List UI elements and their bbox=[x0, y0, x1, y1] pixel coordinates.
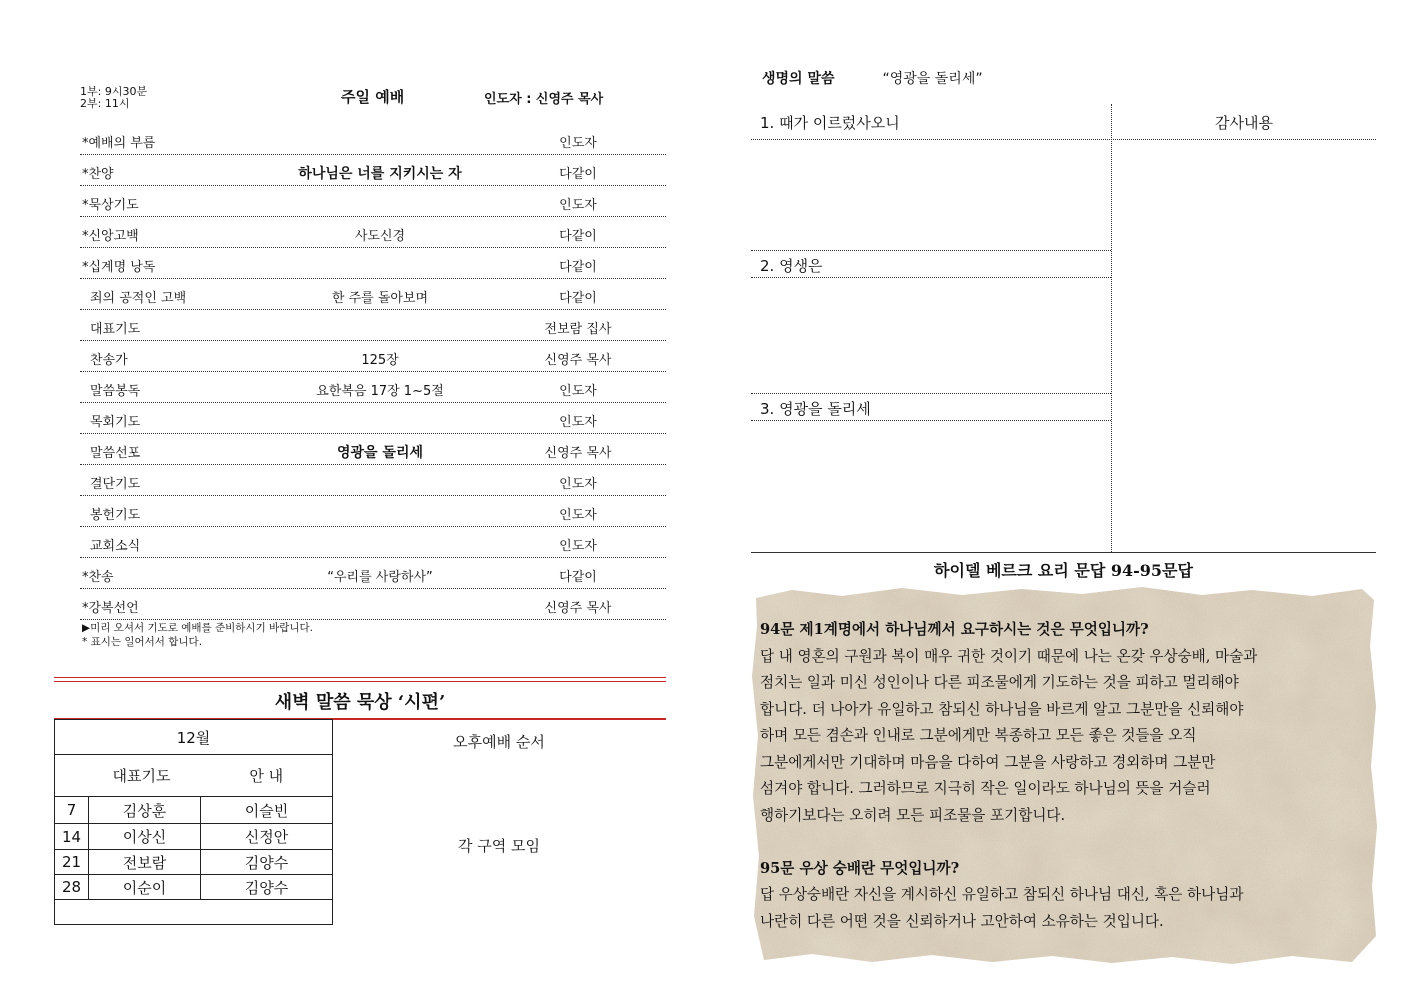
day-cell: 28 bbox=[55, 875, 89, 900]
worship-order-row bbox=[80, 403, 666, 434]
worship-order-row bbox=[80, 186, 666, 217]
order-item-leader: 전보람 집사 bbox=[544, 322, 612, 337]
worship-order-list bbox=[80, 124, 666, 620]
notes-line bbox=[751, 393, 1111, 394]
order-item-leader: 다같이 bbox=[559, 291, 597, 306]
worship-order-row bbox=[80, 527, 666, 558]
notes-line bbox=[751, 277, 1111, 278]
question-95: 95문 우상 숭배란 무엇입니까? bbox=[760, 859, 960, 877]
prayer-cell: 전보람 bbox=[89, 850, 201, 875]
divider-top bbox=[54, 677, 666, 678]
order-item-leader: 다같이 bbox=[559, 570, 597, 585]
sermon-label: 생명의 말씀 bbox=[762, 71, 835, 87]
prayer-cell: 김상훈 bbox=[89, 797, 201, 824]
service-time-second: 2부: 11시 bbox=[80, 97, 130, 110]
table-row bbox=[55, 797, 333, 824]
notes-bottom-line bbox=[751, 552, 1376, 553]
order-item-name: *묵상기도 bbox=[82, 198, 139, 213]
guide-cell: 김양수 bbox=[201, 875, 333, 900]
order-item-name: 죄의 공적인 고백 bbox=[90, 291, 187, 306]
table-row bbox=[55, 875, 333, 900]
notes-line bbox=[751, 139, 1376, 140]
prayer-cell: 이상신 bbox=[89, 824, 201, 850]
heidelberg-title: 하이델 베르크 요리 문답 94-95문답 bbox=[934, 561, 1193, 580]
notes-column-divider bbox=[1111, 104, 1112, 552]
worship-order-row bbox=[80, 496, 666, 527]
empty-cell bbox=[55, 900, 333, 925]
order-item-detail: 한 주를 돌아보며 bbox=[331, 291, 429, 306]
order-item-leader: 인도자 bbox=[559, 539, 597, 554]
order-item-leader: 다같이 bbox=[559, 260, 597, 275]
header-prayer: 대표기도 bbox=[55, 755, 201, 797]
worship-order-row bbox=[80, 434, 666, 465]
worship-order-row bbox=[80, 372, 666, 403]
order-item-name: *강복선언 bbox=[82, 601, 139, 616]
service-times bbox=[80, 86, 147, 110]
worship-order-row bbox=[80, 124, 666, 155]
order-item-leader: 인도자 bbox=[559, 415, 597, 430]
order-item-name: *찬송 bbox=[82, 570, 114, 585]
notes-line bbox=[751, 250, 1111, 251]
worship-order-row bbox=[80, 310, 666, 341]
answer-94-line: 답 내 영혼의 구원과 복이 매우 귀한 것이기 때문에 나는 온갖 우상숭배, 마술과 bbox=[760, 647, 1258, 665]
worship-order-row bbox=[80, 558, 666, 589]
prayer-cell: 이순이 bbox=[89, 875, 201, 900]
divider-top-2 bbox=[54, 681, 666, 682]
order-item-name: 결단기도 bbox=[90, 477, 141, 492]
answer-94-line: 하며 모든 겸손과 인내로 그분에게만 복종하고 모든 좋은 것들을 오직 bbox=[760, 727, 1197, 744]
note-standing: * 표시는 일어서서 합니다. bbox=[82, 636, 203, 648]
table-row-empty bbox=[55, 900, 333, 925]
order-item-leader: 인도자 bbox=[559, 477, 597, 492]
answer-94-line: 행하기보다는 오히려 모든 피조물을 포기합니다. bbox=[760, 806, 1066, 824]
answer-94-line: 점치는 일과 미신 성인이나 다른 피조물에게 기도하는 것을 피하고 멀리해야 bbox=[760, 674, 1239, 691]
order-item-name: *십계명 낭독 bbox=[82, 260, 156, 275]
heidelberg-qa bbox=[760, 617, 1372, 935]
order-item-name: 교회소식 bbox=[90, 539, 141, 554]
table-row bbox=[55, 850, 333, 875]
order-item-name: *찬양 bbox=[82, 167, 114, 182]
afternoon-service-title: 오후예배 순서 bbox=[453, 733, 545, 751]
table-row bbox=[55, 824, 333, 850]
order-item-name: 찬송가 bbox=[90, 353, 128, 368]
header-guide: 안 내 bbox=[201, 755, 333, 797]
order-item-detail: “우리를 사랑하사” bbox=[327, 570, 433, 585]
order-item-leader: 신영주 목사 bbox=[544, 601, 612, 616]
order-item-leader: 인도자 bbox=[559, 198, 597, 213]
order-item-detail: 사도신경 bbox=[354, 229, 406, 244]
worship-order-row bbox=[80, 248, 666, 279]
order-item-detail: 하나님은 너를 지키시는 자 bbox=[298, 166, 462, 182]
worship-order-row bbox=[80, 341, 666, 372]
worship-order-row bbox=[80, 279, 666, 310]
worship-order-row bbox=[80, 155, 666, 186]
worship-order-row bbox=[80, 217, 666, 248]
guide-cell: 신정안 bbox=[201, 824, 333, 850]
answer-94-line: 합니다. 더 나아가 유일하고 참되신 하나님을 바르게 알고 그분만을 신뢰해야 bbox=[760, 700, 1244, 718]
guide-cell: 김양수 bbox=[201, 850, 333, 875]
guide-cell: 이슬빈 bbox=[201, 797, 333, 824]
order-item-name: *신앙고백 bbox=[82, 229, 139, 244]
sermon-point-1: 1. 때가 이르렀사오니 bbox=[760, 114, 900, 132]
day-cell: 21 bbox=[55, 850, 89, 875]
sermon-header bbox=[762, 68, 983, 88]
answer-94 bbox=[760, 644, 1372, 830]
month-cell: 12월 bbox=[55, 720, 333, 755]
service-leader: 인도자 : 신영주 목사 bbox=[484, 92, 604, 107]
day-cell: 14 bbox=[55, 824, 89, 850]
order-item-leader: 인도자 bbox=[559, 136, 597, 151]
order-item-leader: 인도자 bbox=[559, 384, 597, 399]
service-time-first: 1부: 9시30분 bbox=[80, 85, 148, 98]
worship-order-row bbox=[80, 465, 666, 496]
order-item-name: 말씀봉독 bbox=[90, 384, 141, 399]
sermon-point-2: 2. 영생은 bbox=[760, 257, 823, 275]
order-item-name: *예배의 부름 bbox=[82, 136, 156, 151]
day-cell: 7 bbox=[55, 797, 89, 824]
answer-95-line: 답 우상숭배란 자신을 계시하신 유일하고 참되신 하나님 대신, 혹은 하나님과 bbox=[760, 886, 1244, 903]
answer-95 bbox=[760, 882, 1372, 935]
service-title: 주일 예배 bbox=[341, 88, 405, 106]
order-item-name: 목회기도 bbox=[90, 415, 141, 430]
afternoon-service-text: 각 구역 모임 bbox=[458, 837, 540, 855]
order-item-name: 대표기도 bbox=[90, 322, 141, 337]
order-item-detail: 영광을 돌리세 bbox=[336, 445, 424, 461]
order-item-detail: 요한복음 17장 1~5절 bbox=[316, 384, 444, 399]
sermon-quote: “영광을 돌리세” bbox=[882, 71, 983, 87]
order-item-leader: 인도자 bbox=[559, 508, 597, 523]
order-item-leader: 신영주 목사 bbox=[544, 446, 612, 461]
notes-line bbox=[751, 420, 1111, 421]
prayer-schedule-table bbox=[54, 719, 333, 925]
answer-94-line: 섬겨야 합니다. 그러하므로 지극히 작은 일이라도 하나님의 뜻을 거슬러 bbox=[760, 780, 1211, 797]
worship-order-row bbox=[80, 589, 666, 620]
order-item-leader: 다같이 bbox=[559, 229, 597, 244]
order-item-leader: 다같이 bbox=[559, 167, 597, 182]
answer-94-line: 그분에게서만 기대하며 마음을 다하여 그분을 사랑하고 경외하며 그분만 bbox=[760, 753, 1216, 771]
order-item-detail: 125장 bbox=[361, 353, 399, 368]
dawn-meditation-title: 새벽 말씀 묵상 ‘시편’ bbox=[274, 692, 446, 713]
order-item-name: 봉헌기도 bbox=[90, 508, 141, 523]
note-prepare: ▶미리 오셔서 기도로 예배를 준비하시기 바랍니다. bbox=[82, 622, 313, 634]
sermon-point-3: 3. 영광을 돌리세 bbox=[760, 400, 871, 418]
question-94: 94문 제1계명에서 하나님께서 요구하시는 것은 무엇입니까? bbox=[760, 621, 1149, 638]
order-item-name: 말씀선포 bbox=[90, 446, 141, 461]
answer-95-line: 나란히 다른 어떤 것을 신뢰하거나 고안하여 소유하는 것입니다. bbox=[760, 912, 1164, 930]
order-item-leader: 신영주 목사 bbox=[544, 353, 612, 368]
thanks-label: 감사내용 bbox=[1215, 114, 1273, 132]
